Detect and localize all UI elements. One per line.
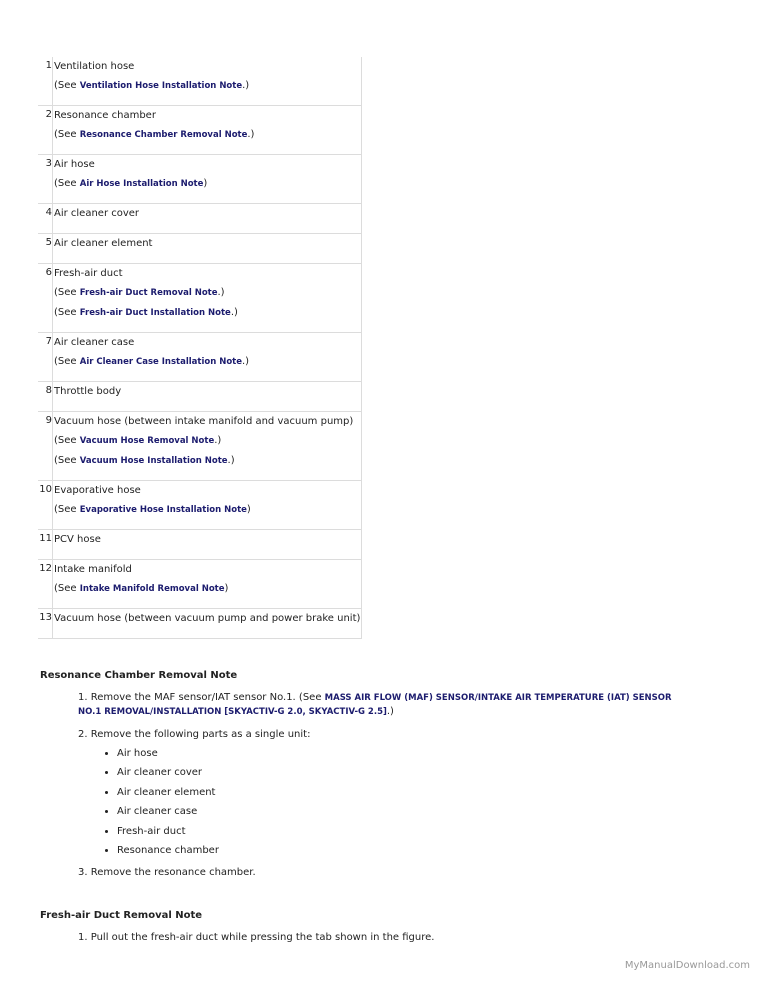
- note-link[interactable]: Ventilation Hose Installation Note: [79, 81, 243, 91]
- table-row: [38, 57, 362, 106]
- see-note: [54, 128, 360, 147]
- note-link[interactable]: Vacuum Hose Installation Note: [79, 456, 228, 466]
- maf-sensor-link[interactable]: MASS AIR FLOW (MAF) SENSOR/INTAKE AIR TEMPERATURE (IAT) SENSOR NO.1 REMOVAL/INSTALLATION [SKYACTIV-G 2.0, SKYACTIV-G 2.5]: [78, 693, 672, 717]
- part-number: 5: [38, 234, 53, 264]
- note-end: ): [224, 583, 229, 594]
- part-description: [53, 560, 362, 609]
- see-note: [54, 177, 360, 196]
- part-number: 10: [38, 481, 53, 530]
- part-description: [53, 412, 362, 481]
- note-end: .): [242, 356, 250, 367]
- table-row: [38, 106, 362, 155]
- part-name: Air cleaner element: [54, 238, 153, 249]
- part-number: 7: [38, 333, 53, 382]
- table-row: [38, 155, 362, 204]
- see-prefix: (See: [54, 583, 80, 594]
- see-note: [54, 355, 360, 374]
- list-item: • Resonance chamber: [117, 844, 773, 857]
- note-link[interactable]: Intake Manifold Removal Note: [79, 584, 225, 594]
- note-end: .): [217, 287, 225, 298]
- table-row: [38, 382, 362, 412]
- part-name: Vacuum hose (between intake manifold and vacuum pump): [54, 416, 354, 427]
- part-description: [53, 57, 362, 106]
- part-description: [53, 530, 362, 560]
- part-name: Vacuum hose (between vacuum pump and power brake unit): [54, 613, 361, 624]
- see-note: [54, 454, 360, 473]
- part-name: Throttle body: [54, 386, 122, 397]
- note-link[interactable]: Air Hose Installation Note: [79, 179, 204, 189]
- part-description: [53, 264, 362, 333]
- see-prefix: (See: [54, 504, 80, 515]
- part-number: 12: [38, 560, 53, 609]
- table-row: [38, 560, 362, 609]
- note-end: ): [203, 178, 208, 189]
- part-number: 8: [38, 382, 53, 412]
- part-description: [53, 234, 362, 264]
- parts-table: [38, 57, 362, 639]
- part-name: Evaporative hose: [54, 485, 141, 496]
- part-description: [53, 481, 362, 530]
- see-prefix: (See: [54, 178, 80, 189]
- see-note: [54, 286, 360, 306]
- section-title: Resonance Chamber Removal Note: [40, 670, 238, 681]
- part-name: Ventilation hose: [54, 61, 135, 72]
- part-number: 1: [38, 57, 53, 106]
- table-row: [38, 481, 362, 530]
- part-name: Air cleaner case: [54, 337, 135, 348]
- part-number: 6: [38, 264, 53, 333]
- see-prefix: (See: [54, 435, 80, 446]
- step-1: 1. Pull out the fresh-air duct while pressing the tab shown in the figure.: [78, 931, 435, 943]
- see-prefix: (See: [54, 129, 80, 140]
- see-prefix: (See: [54, 455, 80, 466]
- note-end: .): [227, 455, 235, 466]
- note-link[interactable]: Vacuum Hose Removal Note: [79, 436, 215, 446]
- see-prefix: (See: [54, 356, 80, 367]
- note-end: .): [247, 129, 255, 140]
- part-description: [53, 155, 362, 204]
- see-prefix: (See: [54, 287, 80, 298]
- see-note: [54, 434, 360, 454]
- part-description: [53, 382, 362, 412]
- note-end: ): [246, 504, 251, 515]
- part-number: 2: [38, 106, 53, 155]
- part-number: 3: [38, 155, 53, 204]
- table-row: [38, 204, 362, 234]
- see-prefix: (See: [54, 80, 80, 91]
- part-name: Air hose: [54, 159, 95, 170]
- step-end: .): [386, 706, 394, 717]
- part-description: [53, 106, 362, 155]
- note-link[interactable]: Fresh-air Duct Installation Note: [79, 308, 231, 318]
- step-1: [78, 691, 678, 719]
- table-row: [38, 412, 362, 481]
- note-end: .): [230, 307, 238, 318]
- table-row: [38, 609, 362, 639]
- table-row: [38, 264, 362, 333]
- part-number: 13: [38, 609, 53, 639]
- part-name: Intake manifold: [54, 564, 132, 575]
- part-number: 4: [38, 204, 53, 234]
- note-link[interactable]: Evaporative Hose Installation Note: [79, 505, 247, 515]
- step-3: 3. Remove the resonance chamber.: [78, 866, 256, 878]
- watermark: MyManualDownload.com: [624, 960, 750, 971]
- part-name: Resonance chamber: [54, 110, 156, 121]
- list-item: • Air cleaner element: [117, 786, 773, 799]
- note-link[interactable]: Resonance Chamber Removal Note: [79, 130, 248, 140]
- part-description: [53, 609, 362, 639]
- part-name: Fresh-air duct: [54, 268, 123, 279]
- note-link[interactable]: Air Cleaner Case Installation Note: [79, 357, 242, 367]
- see-note: [54, 79, 360, 98]
- note-link[interactable]: Fresh-air Duct Removal Note: [79, 288, 218, 298]
- parts-list: [104, 747, 773, 857]
- table-row: [38, 333, 362, 382]
- list-item: • Air cleaner case: [117, 805, 773, 818]
- part-name: Air cleaner cover: [54, 208, 140, 219]
- step-2: 2. Remove the following parts as a single unit:: [78, 729, 311, 740]
- part-description: [53, 204, 362, 234]
- see-prefix: (See: [54, 307, 80, 318]
- table-row: [38, 530, 362, 560]
- see-note: [54, 503, 360, 522]
- section-title: Fresh-air Duct Removal Note: [40, 909, 203, 921]
- part-name: PCV hose: [54, 534, 101, 545]
- part-number: 11: [38, 530, 53, 560]
- note-end: .): [214, 435, 222, 446]
- see-note: [54, 582, 360, 601]
- step-text: 1. Remove the MAF sensor/IAT sensor No.1. (See: [78, 692, 325, 703]
- list-item: • Air cleaner cover: [117, 766, 773, 779]
- part-description: [53, 333, 362, 382]
- list-item: • Fresh-air duct: [117, 825, 773, 838]
- table-row: [38, 234, 362, 264]
- list-item: • Air hose: [117, 747, 773, 760]
- part-number: 9: [38, 412, 53, 481]
- see-note: [54, 306, 360, 325]
- note-end: .): [242, 80, 250, 91]
